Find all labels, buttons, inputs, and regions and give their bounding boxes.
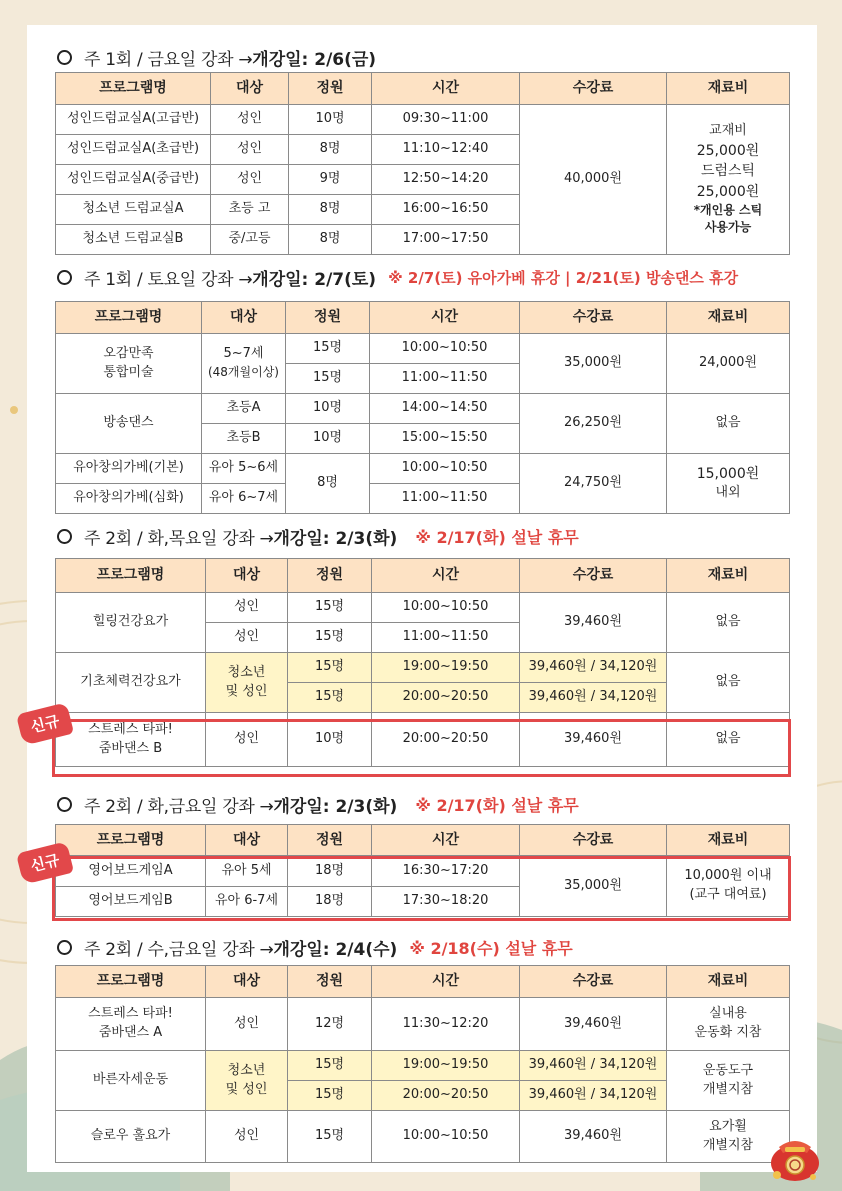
target: 중/고등 — [211, 225, 289, 255]
material-line: 요가휠 — [709, 1118, 747, 1134]
material-line: 25,000원 — [696, 183, 760, 200]
program-name-line: 통합미술 — [103, 364, 154, 380]
material-fee: 없음 — [667, 653, 790, 713]
header-target: 대상 — [211, 73, 289, 105]
capacity: 10명 — [288, 713, 372, 767]
capacity: 18명 — [288, 856, 372, 887]
capacity: 10명 — [286, 394, 370, 424]
material-line: 실내용 — [709, 1006, 747, 1022]
header-fee: 수강료 — [520, 73, 667, 105]
header-material: 재료비 — [667, 302, 790, 334]
section-schedule: 주 1회 / 토요일 강좌 → — [84, 270, 253, 290]
header-time: 시간 — [372, 73, 520, 105]
time: 20:00~20:50 — [372, 1081, 520, 1111]
section-title — [57, 792, 579, 817]
program-name: 성인드럼교실A(중급반) — [56, 165, 211, 195]
program-name: 영어보드게임B — [56, 887, 206, 917]
header-material: 재료비 — [667, 966, 790, 998]
material-line: 10,000원 이내 — [684, 868, 772, 884]
header-program: 프로그램명 — [56, 73, 211, 105]
capacity: 8명 — [289, 135, 372, 165]
material-fee — [667, 1051, 790, 1111]
program-name: 유아창의가베(기본) — [56, 454, 202, 484]
target: 성인 — [206, 1111, 288, 1163]
fee: 39,460원 — [520, 998, 667, 1051]
program-name: 바른자세운동 — [56, 1051, 206, 1111]
program-name-line: 오감만족 — [103, 345, 154, 361]
new-badge: 신규 — [16, 841, 74, 885]
circle-bullet-icon — [57, 50, 72, 65]
time: 12:50~14:20 — [372, 165, 520, 195]
target-line: 5~7세 — [223, 346, 264, 362]
header-program: 프로그램명 — [56, 966, 206, 998]
program-name: 성인드럼교실A(고급반) — [56, 105, 211, 135]
fee: 24,750원 — [520, 454, 667, 514]
header-target: 대상 — [202, 302, 286, 334]
time: 10:00~10:50 — [372, 593, 520, 623]
material-fee: 없음 — [667, 394, 790, 454]
header-fee: 수강료 — [520, 966, 667, 998]
new-badge: 신규 — [16, 702, 74, 746]
target: 성인 — [211, 135, 289, 165]
header-material: 재료비 — [667, 559, 790, 593]
program-name: 성인드럼교실A(초급반) — [56, 135, 211, 165]
time: 11:00~11:50 — [370, 484, 520, 514]
fee: 39,460원 — [520, 713, 667, 767]
material-line: 개별지참 — [702, 1081, 754, 1097]
header-time: 시간 — [370, 302, 520, 334]
section-open-date: 개강일: 2/3(화) — [273, 529, 398, 549]
fee: 26,250원 — [520, 394, 667, 454]
target: 초등A — [202, 394, 286, 424]
header-program: 프로그램명 — [56, 302, 202, 334]
lucky-pouch-icon — [765, 1125, 825, 1183]
time: 10:00~10:50 — [372, 1111, 520, 1163]
program-name: 청소년 드럼교실B — [56, 225, 211, 255]
header-fee: 수강료 — [520, 825, 667, 856]
capacity: 15명 — [288, 1111, 372, 1163]
time: 10:00~10:50 — [370, 334, 520, 364]
time: 17:00~17:50 — [372, 225, 520, 255]
program-name-line: 스트레스 타파! — [88, 1006, 173, 1022]
section-note: ※ 2/7(토) 유아가베 휴강 | 2/21(토) 방송댄스 휴강 — [388, 269, 739, 287]
target: 유아 5세 — [206, 856, 288, 887]
time: 15:00~15:50 — [370, 424, 520, 454]
capacity: 8명 — [286, 454, 370, 514]
program-name-line: 줌바댄스 B — [98, 740, 163, 756]
header-target: 대상 — [206, 559, 288, 593]
program-name — [56, 334, 202, 394]
section-schedule: 주 2회 / 화,금요일 강좌 → — [84, 797, 274, 817]
course-table — [55, 72, 790, 255]
material-fee — [667, 105, 790, 255]
circle-bullet-icon — [57, 797, 72, 812]
circle-bullet-icon — [57, 270, 72, 285]
section-title — [57, 45, 376, 70]
section-open-date: 개강일: 2/3(화) — [273, 797, 398, 817]
target: 성인 — [206, 623, 288, 653]
fee: 39,460원 / 34,120원 — [520, 653, 667, 683]
material-line: *개인용 스틱 — [693, 202, 763, 217]
section-note: ※ 2/17(화) 설날 휴무 — [415, 796, 579, 815]
circle-bullet-icon — [57, 940, 72, 955]
program-name: 슬로우 훌요가 — [56, 1111, 206, 1163]
capacity: 10명 — [289, 105, 372, 135]
program-name: 방송댄스 — [56, 394, 202, 454]
capacity: 15명 — [288, 623, 372, 653]
program-name: 힐링건강요가 — [56, 593, 206, 653]
capacity: 15명 — [288, 1051, 372, 1081]
target: 초등 고 — [211, 195, 289, 225]
program-name-line: 스트레스 타파! — [88, 721, 173, 737]
header-target: 대상 — [206, 825, 288, 856]
time: 16:30~17:20 — [372, 856, 520, 887]
capacity: 15명 — [288, 1081, 372, 1111]
section-schedule: 주 2회 / 화,목요일 강좌 → — [84, 529, 274, 549]
program-name: 유아창의가베(심화) — [56, 484, 202, 514]
course-table — [55, 301, 790, 514]
target — [206, 1051, 288, 1111]
header-fee: 수강료 — [520, 302, 667, 334]
material-fee — [667, 998, 790, 1051]
new-course-highlight — [52, 719, 791, 777]
header-time: 시간 — [372, 966, 520, 998]
time: 11:00~11:50 — [372, 623, 520, 653]
header-capacity: 정원 — [289, 73, 372, 105]
capacity: 15명 — [288, 593, 372, 623]
fee: 35,000원 — [520, 856, 667, 917]
target — [202, 334, 286, 394]
capacity: 15명 — [286, 364, 370, 394]
capacity: 10명 — [286, 424, 370, 454]
material-line: 운동화 지참 — [694, 1025, 762, 1040]
header-program: 프로그램명 — [56, 559, 206, 593]
new-course-highlight — [52, 856, 791, 921]
target-line: (48개월이상) — [207, 365, 279, 380]
material-line: 내외 — [715, 485, 741, 501]
target-line: 청소년 — [227, 1062, 266, 1078]
capacity: 12명 — [288, 998, 372, 1051]
capacity: 8명 — [289, 225, 372, 255]
program-name: 청소년 드럼교실A — [56, 195, 211, 225]
time: 19:00~19:50 — [372, 653, 520, 683]
header-capacity: 정원 — [288, 559, 372, 593]
time: 19:00~19:50 — [372, 1051, 520, 1081]
program-name: 기초체력건강요가 — [56, 653, 206, 713]
time: 11:00~11:50 — [370, 364, 520, 394]
fee: 39,460원 — [520, 593, 667, 653]
header-capacity: 정원 — [288, 966, 372, 998]
material-line: 드럼스틱 — [700, 163, 756, 180]
header-time: 시간 — [372, 825, 520, 856]
content-page — [27, 25, 817, 1172]
section-open-date: 개강일: 2/7(토) — [252, 270, 377, 290]
section-title — [57, 935, 573, 960]
fee: 39,460원 / 34,120원 — [520, 1081, 667, 1111]
time: 17:30~18:20 — [372, 887, 520, 917]
section-title — [57, 524, 579, 549]
target — [206, 653, 288, 713]
header-target: 대상 — [206, 966, 288, 998]
target: 성인 — [206, 593, 288, 623]
fee: 35,000원 — [520, 334, 667, 394]
section-note: ※ 2/17(화) 설날 휴무 — [415, 528, 579, 547]
fee: 39,460원 — [520, 1111, 667, 1163]
program-name — [56, 998, 206, 1051]
time: 10:00~10:50 — [370, 454, 520, 484]
material-line: 25,000원 — [696, 143, 760, 160]
capacity: 15명 — [288, 653, 372, 683]
program-name-line: 줌바댄스 A — [98, 1025, 163, 1040]
target: 유아 6-7세 — [206, 887, 288, 917]
material-fee: 24,000원 — [667, 334, 790, 394]
target: 성인 — [211, 165, 289, 195]
program-name: 영어보드게임A — [56, 856, 206, 887]
target: 성인 — [206, 713, 288, 767]
time: 20:00~20:50 — [372, 683, 520, 713]
header-material: 재료비 — [667, 73, 790, 105]
section-note: ※ 2/18(수) 설날 휴무 — [409, 939, 573, 958]
capacity: 9명 — [289, 165, 372, 195]
material-fee — [667, 454, 790, 514]
fee: 39,460원 / 34,120원 — [520, 683, 667, 713]
header-capacity: 정원 — [288, 825, 372, 856]
circle-bullet-icon — [57, 529, 72, 544]
time: 14:00~14:50 — [370, 394, 520, 424]
target-line: 청소년 — [227, 664, 266, 680]
header-material: 재료비 — [667, 825, 790, 856]
material-fee: 없음 — [667, 593, 790, 653]
material-line: 교재비 — [709, 123, 747, 139]
section-title — [57, 265, 738, 290]
time: 20:00~20:50 — [372, 713, 520, 767]
capacity: 8명 — [289, 195, 372, 225]
target: 유아 5~6세 — [202, 454, 286, 484]
target: 초등B — [202, 424, 286, 454]
target-line: 및 성인 — [225, 683, 268, 699]
material-line: 15,000원 — [696, 465, 760, 482]
course-table — [55, 965, 790, 1163]
time: 11:30~12:20 — [372, 998, 520, 1051]
fee: 39,460원 / 34,120원 — [520, 1051, 667, 1081]
header-program: 프로그램명 — [56, 825, 206, 856]
target: 성인 — [206, 998, 288, 1051]
time: 11:10~12:40 — [372, 135, 520, 165]
target: 성인 — [211, 105, 289, 135]
target: 유아 6~7세 — [202, 484, 286, 514]
section-open-date: 개강일: 2/6(금) — [252, 50, 377, 70]
capacity: 15명 — [288, 683, 372, 713]
section-schedule: 주 1회 / 금요일 강좌 → — [84, 50, 253, 70]
material-line: 운동도구 — [702, 1062, 754, 1078]
capacity: 15명 — [286, 334, 370, 364]
header-capacity: 정원 — [286, 302, 370, 334]
section-open-date: 개강일: 2/4(수) — [273, 940, 398, 960]
header-fee: 수강료 — [520, 559, 667, 593]
fee: 40,000원 — [520, 105, 667, 255]
time: 16:00~16:50 — [372, 195, 520, 225]
material-line: (교구 대여료) — [689, 887, 767, 902]
target-line: 및 성인 — [225, 1081, 268, 1097]
capacity: 18명 — [288, 887, 372, 917]
header-time: 시간 — [372, 559, 520, 593]
material-line: 사용가능 — [704, 220, 752, 235]
time: 09:30~11:00 — [372, 105, 520, 135]
material-line: 개별지참 — [702, 1137, 754, 1153]
section-schedule: 주 2회 / 수,금요일 강좌 → — [84, 940, 274, 960]
material-fee: 없음 — [667, 713, 790, 767]
